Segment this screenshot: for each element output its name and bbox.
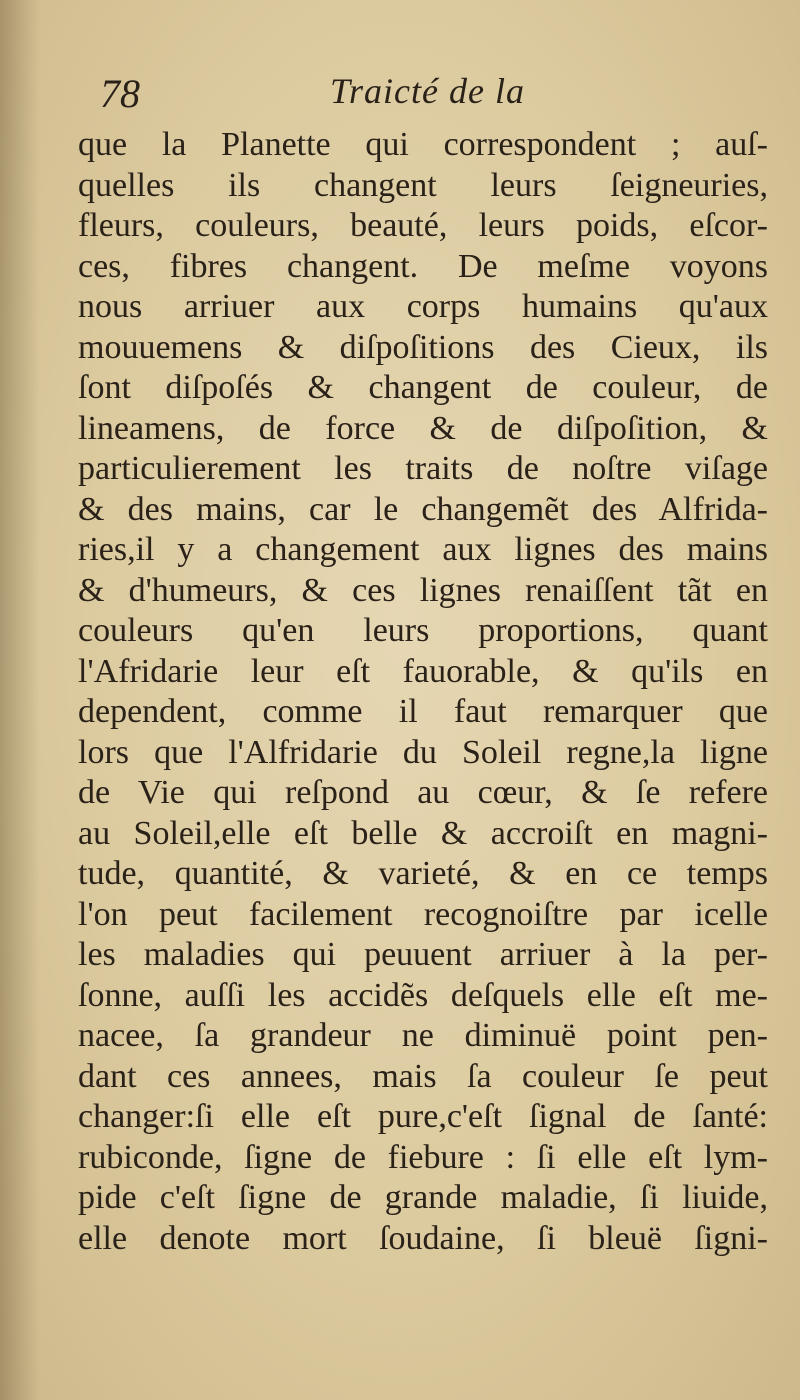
text-line: nous arriuer aux corps humains qu'aux [78, 288, 768, 325]
text-line: ces, fibres changent. De meſme voyons [78, 247, 768, 285]
text-line: fleurs, couleurs, beauté, leurs poids, eſcor- [78, 207, 768, 244]
text-line: couleurs qu'en leurs proportions, quant [78, 612, 768, 649]
text-line: que la Planette qui correspondent ; auſ- [78, 126, 768, 163]
text-line: dependent, comme il faut remarquer que [78, 693, 768, 730]
text-line: mouuemens & diſpoſitions des Cieux, ils [78, 328, 768, 366]
text-line: ſonne, auſſi les accidẽs deſquels elle eſt me- [78, 976, 768, 1014]
text-line: quelles ils changent leurs ſeigneuries, [78, 166, 768, 204]
text-line: lineamens, de force & de diſpoſition, & [78, 409, 768, 447]
text-line: changer:ſi elle eſt pure,c'eſt ſignal de ſanté: [78, 1098, 768, 1135]
running-title: Traicté de la [330, 71, 525, 111]
body-text [78, 125, 768, 1259]
text-line: l'Afridarie leur eſt fauorable, & qu'ils en [78, 652, 768, 690]
text-line: tude, quantité, & varieté, & en ce temps [78, 855, 768, 892]
text-line: particulierement les traits de noſtre viſage [78, 450, 768, 487]
text-line: & d'humeurs, & ces lignes renaiſſent tãt en [78, 571, 768, 609]
text-line: ſont diſpoſés & changent de couleur, de [78, 369, 768, 406]
text-line: de Vie qui reſpond au cœur, & ſe refere [78, 774, 768, 811]
text-line: rubiconde, ſigne de fiebure : ſi elle eſt lym- [78, 1138, 768, 1176]
text-line: l'on peut facilement recognoiſtre par icelle [78, 895, 768, 933]
text-line: pide c'eſt ſigne de grande maladie, ſi liuide, [78, 1179, 768, 1216]
text-line: ries,il y a changement aux lignes des mains [78, 531, 768, 568]
text-line: au Soleil,elle eſt belle & accroiſt en magni- [78, 814, 768, 852]
page-number: 78 [100, 71, 140, 116]
binding-shadow [0, 0, 40, 1400]
text-line: nacee, ſa grandeur ne diminuë point pen- [78, 1017, 768, 1054]
text-line: & des mains, car le changemẽt des Alfrida- [78, 490, 768, 528]
text-line: dant ces annees, mais ſa couleur ſe peut [78, 1057, 768, 1095]
text-line: lors que l'Alfridarie du Soleil regne,la ligne [78, 733, 768, 771]
text-line: elle denote mort ſoudaine, ſi bleuë ſigni- [78, 1219, 768, 1257]
text-line: les maladies qui peuuent arriuer à la per- [78, 936, 768, 973]
page-header [100, 70, 760, 130]
